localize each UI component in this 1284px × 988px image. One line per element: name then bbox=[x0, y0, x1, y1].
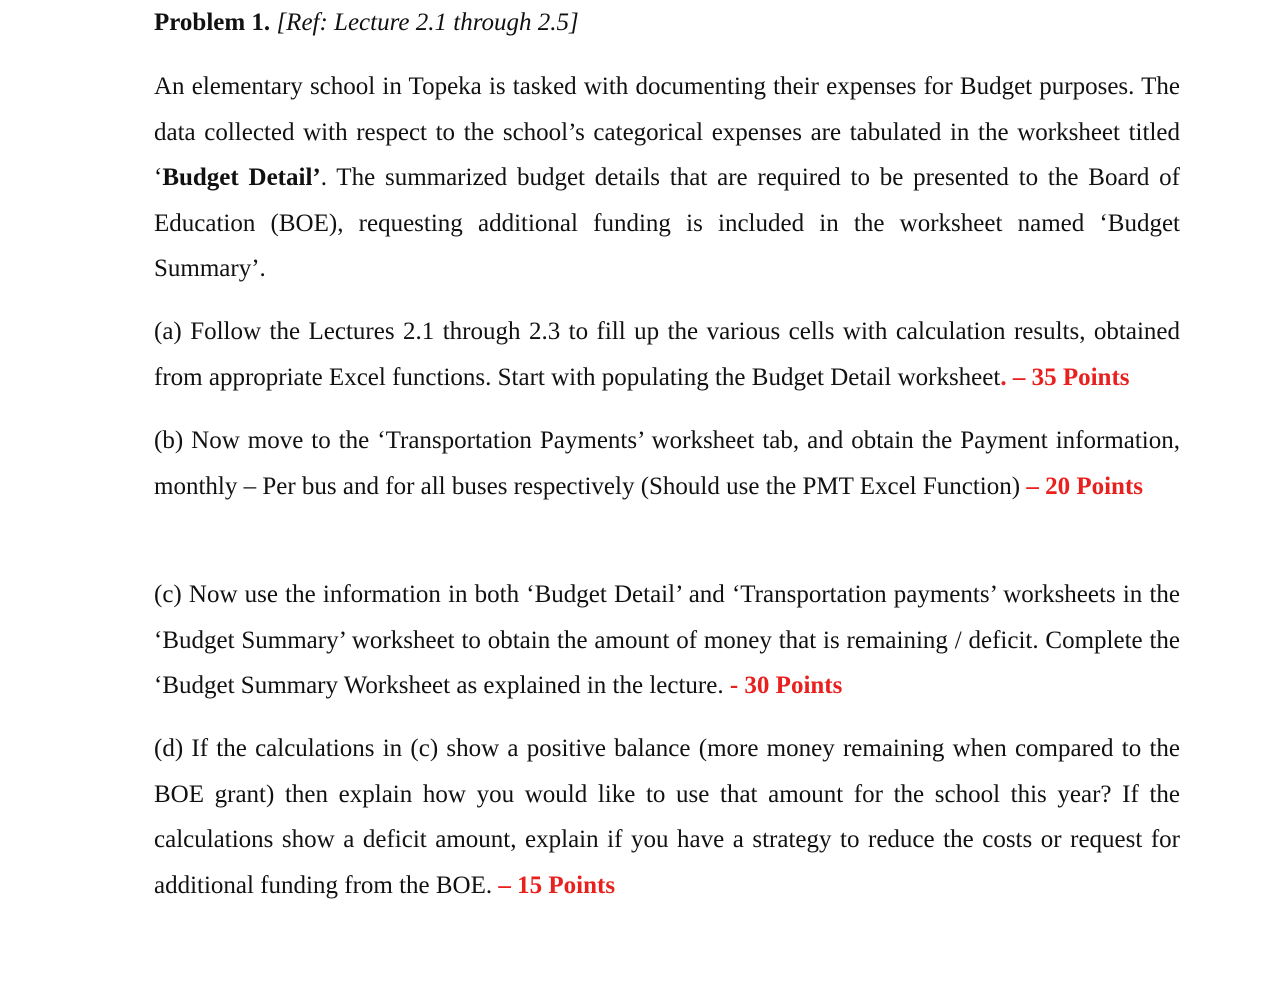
problem-heading bbox=[154, 6, 579, 40]
part-d-text: (d) If the calculations in (c) show a positive balance (more money remaining when compared to the BOE grant) then explain how you would like to use that amount for the school this year? If the calculations show a deficit amount, explain if you have a strategy to reduce the costs or request for additional funding from the BOE. bbox=[154, 735, 1180, 899]
intro-paragraph bbox=[154, 64, 1180, 292]
part-c-points: - 30 Points bbox=[729, 672, 843, 699]
intro-text-1: An elementary school in Topeka is tasked with documenting their expenses for Budget purposes. The data collected with respect to the school’s categorical expenses are tabulated in the worksheet titled ‘ bbox=[154, 73, 1180, 191]
part-a-paragraph bbox=[154, 309, 1180, 400]
part-c-paragraph bbox=[154, 572, 1180, 709]
part-b-paragraph bbox=[154, 418, 1180, 509]
part-d-paragraph bbox=[154, 726, 1180, 908]
part-c-text: (c) Now use the information in both ‘Budget Detail’ and ‘Transportation payments’ worksheets in the ‘Budget Summary’ worksheet to obtain the amount of money that is remaining / deficit. Complete the ‘Budget Summary Worksheet as explained in the lecture. bbox=[154, 581, 1180, 699]
lecture-reference: [Ref: Lecture 2.1 through 2.5] bbox=[276, 9, 579, 36]
intro-bold-worksheet-name: Budget Detail’ bbox=[162, 164, 321, 191]
part-b-points: – 20 Points bbox=[1026, 472, 1144, 500]
problem-label: Problem 1. bbox=[154, 9, 271, 36]
part-d-points: – 15 Points bbox=[498, 871, 616, 899]
part-b-text: (b) Now move to the ‘Transportation Payments’ worksheet tab, and obtain the Payment information, monthly – Per bus and for all buses respectively (Should use the PMT Excel Function) bbox=[154, 427, 1180, 500]
intro-text-2: . The summarized budget details that are required to be presented to the Board of Education (BOE), requesting additional funding is included in the worksheet named ‘Budget Summary’. bbox=[154, 164, 1180, 282]
part-a-points: . – 35 Points bbox=[1000, 363, 1130, 391]
part-a-text: (a) Follow the Lectures 2.1 through 2.3 to fill up the various cells with calculation results, obtained from appropriate Excel functions. Start with populating the Budget Detail worksheet bbox=[154, 318, 1180, 391]
